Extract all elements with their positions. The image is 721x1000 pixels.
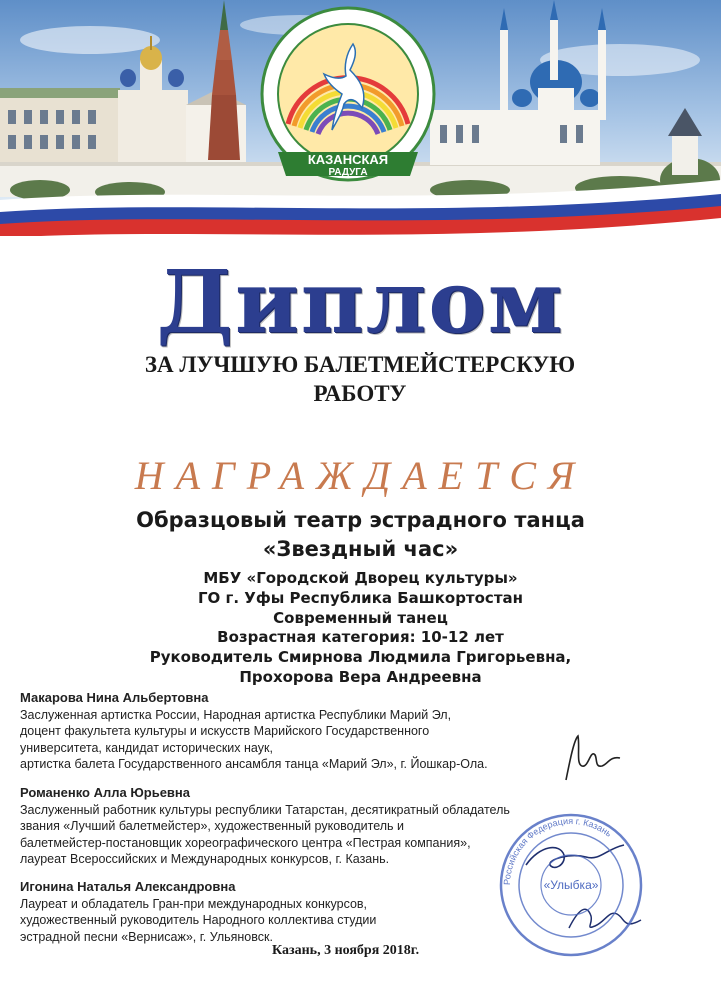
official-stamp — [496, 810, 646, 960]
jury-name: Романенко Алла Юрьевна — [20, 785, 191, 800]
logo-title-line2: РАДУГА — [328, 167, 368, 178]
jury-member-1 — [20, 690, 560, 773]
award-line-2: РАБОТУ — [313, 381, 407, 406]
recipient-line-1: Образцовый театр эстрадного танца — [136, 508, 585, 532]
jury-credential: Заслуженный работник культуры республики Татарстан, десятикратный обладатель — [20, 802, 510, 817]
jury-credential: университета, кандидат исторических наук, — [20, 740, 273, 755]
jury-credential: Заслуженная артистка России, Народная артистка Республики Марий Эл, — [20, 707, 452, 722]
signature-1 — [548, 730, 628, 785]
recipient-line-2: «Звездный час» — [262, 537, 459, 561]
recipient-line-7: Руководитель Смирнова Людмила Григорьевна, — [149, 648, 572, 666]
diploma-title: Диплом — [156, 252, 565, 353]
recipient-line-4: ГО г. Уфы Республика Башкортостан — [198, 589, 523, 607]
jury-name: Макарова Нина Альбертовна — [20, 690, 209, 705]
issue-date: Казань, 3 ноября 2018г. — [272, 943, 420, 958]
svg-text:Российская Федерация г. Казань — [502, 816, 614, 885]
jury-credential: эстрадной песни «Вернисаж», г. Ульяновск. — [20, 929, 273, 944]
jury-credential: художественный руководитель Народного коллектива студии — [20, 913, 377, 927]
jury-credential: звания «Лучший балетмейстер», художественный руководитель и — [20, 819, 405, 833]
jury-credential: лауреат Всероссийских и Международных конкурсов, г. Казань. — [20, 852, 390, 866]
recipient-line-6: Возрастная категория: 10-12 лет — [217, 628, 504, 646]
logo-title-line1: КАЗАНСКАЯ — [307, 152, 389, 167]
stamp-ring-text: Российская Федерация г. Казань — [501, 815, 614, 886]
jury-credential: балетмейстер-постановщик хореографического центра «Пестрая компания», — [20, 835, 471, 850]
awarded-label: НАГРАЖДАЕТСЯ — [134, 453, 587, 498]
jury-member-3 — [20, 879, 560, 945]
jury-name: Игонина Наталья Александровна — [20, 879, 236, 894]
award-line-1: ЗА ЛУЧШУЮ БАЛЕТМЕЙСТЕРСКУЮ — [144, 352, 576, 377]
jury-credential: доцент факультета культуры и искусств Марийского Государственного — [20, 724, 430, 738]
jury-credential: артистка балета Государственного ансамбля танца «Марий Эл», г. Йошкар-Ола. — [20, 757, 488, 771]
recipient-line-5: Современный танец — [273, 609, 448, 627]
recipient-line-8: Прохорова Вера Андреевна — [239, 668, 482, 686]
stamp-center-text: «Улыбка» — [543, 878, 599, 892]
jury-member-2 — [20, 785, 560, 868]
jury-credential: Лауреат и обладатель Гран-при международных конкурсов, — [20, 896, 368, 911]
recipient-line-3: МБУ «Городской Дворец культуры» — [203, 569, 518, 587]
festival-logo — [258, 4, 438, 184]
